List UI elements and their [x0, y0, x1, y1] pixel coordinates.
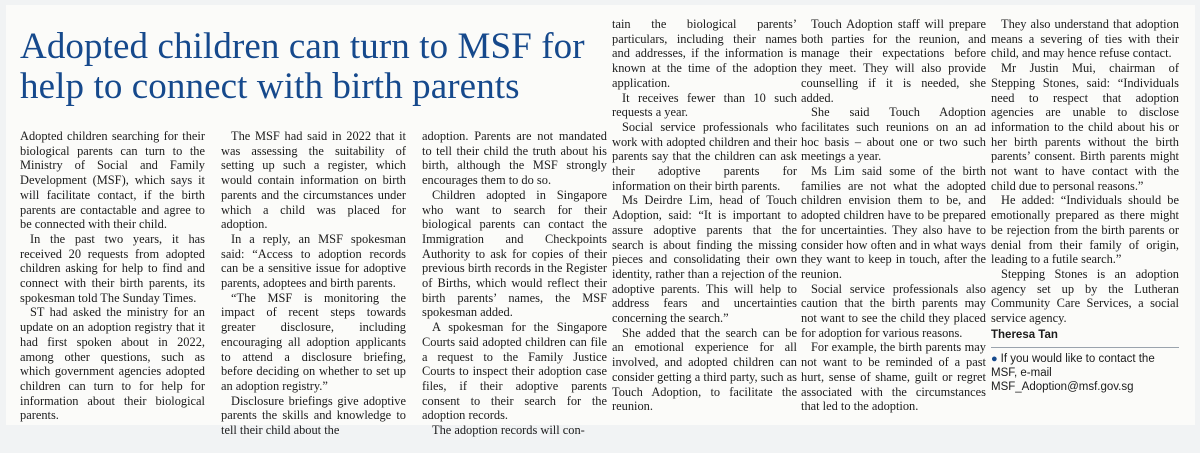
paragraph: Mr Justin Mui, chairman of Stepping Stones, said: “Individuals need to respect that adoption agencies are unable to disclose information to the child about his or her birth parents without the birth parents’ consent. Birth parents might not want to have contact with the child due to personal reasons.” — [991, 61, 1179, 193]
paragraph: It receives fewer than 10 such requests a year. — [612, 90, 797, 120]
contact-note — [991, 352, 1179, 394]
article-column-6 — [991, 17, 1179, 394]
contact-note-text: If you would like to contact the MSF, e-mail MSF_Adoption@msf.gov.sg — [991, 353, 1155, 394]
paragraph: In a reply, an MSF spokesman said: “Access to adoption records can be a sensitive issue for adoptive parents, adoptees and birth parents. — [221, 231, 406, 291]
byline: Theresa Tan — [991, 328, 1058, 341]
paragraph: They also understand that adoption means a severing of ties with their child, and may hence refuse contact. — [991, 17, 1179, 61]
paragraph: She added that the search can be an emotional experience for all involved, and adopted children can consider getting a third party, such as Touch Adoption, to facilitate the reunion. — [612, 325, 797, 414]
paragraph: tain the biological parents’ particulars, including their names and addresses, if the information is known at the time of the adoption application. — [612, 17, 797, 90]
paragraph: Social service professionals also caution that the birth parents may not want to see the child they placed for adoption for various reasons. — [801, 281, 986, 340]
paragraph: “The MSF is monitoring the impact of recent steps towards greater disclosure, including encouraging all adoption applicants to attend a disclosure briefing, before deciding on whether to set up an adoption registry.” — [221, 290, 406, 393]
paragraph: Adopted children searching for their biological parents can turn to the Ministry of Social and Family Development (MSF), which says it will facilitate contact, if the birth parents are contactable and agree to be connected with their child. — [20, 129, 205, 232]
article-column-1 — [20, 129, 205, 423]
paragraph: The adoption records will con- — [432, 423, 585, 438]
paragraph: Children adopted in Singapore who want to search for their biological parents can contact the Immigration and Checkpoints Authority to ask for copies of their previous birth records in the Register of Births, which would reflect their birth parents’ names, the MSF spokesman added. — [422, 187, 607, 320]
paragraph: She said Touch Adoption facilitates such reunions on an ad hoc basis – about one or two such meetings a year. — [801, 105, 986, 164]
article-column-2 — [221, 129, 406, 438]
paragraph: A spokesman for the Singapore Courts said adopted children can file a request to the Family Justice Courts to inspect their adoption case files, if their adoptive parents consent to their search for the adoption records. — [422, 320, 607, 423]
paragraph: For example, the birth parents may not want to be reminded of a past hurt, sense of shame, guilt or regret associated with the circumstances that led to the adoption. — [801, 340, 986, 414]
paragraph: adoption. Parents are not mandated to tell their child the truth about his birth, although the MSF strongly encourages them to do so. — [422, 129, 607, 188]
divider — [991, 347, 1179, 348]
paragraph: Social service professionals who work with adopted children and their parents say that the children can ask their adoptive parents for information on their birth parents. — [612, 119, 797, 193]
paragraph: He added: “Individuals should be emotionally prepared as there might be rejection from the birth parents or denial from their family of origin, leading to a futile search.” — [991, 193, 1179, 267]
paragraph: Ms Deirdre Lim, head of Touch Adoption, said: “It is important to assure adoptive parents that the search is about finding the missing pieces and consolidating their own identity, rather than a rejection of the adoptive parents. This will help to address fears and uncertainties concerning the search.” — [612, 193, 797, 326]
paragraph: Disclosure briefings give adoptive parents the skills and knowledge to tell their child about the — [221, 393, 406, 438]
paragraph: Ms Lim said some of the birth families are not what the adopted children envision them to be, and adopted children have to be prepared for uncertainties. They also have to consider how often and in what ways they want to keep in touch, after the reunion. — [801, 164, 986, 281]
article-column-3 — [422, 129, 607, 438]
paragraph: ST had asked the ministry for an update on an adoption registry that it had first spoken about in 2022, among other questions, such as which government agencies adopted children can turn to for help for information about their biological parents. — [20, 305, 205, 423]
article-column-4 — [612, 17, 797, 414]
bullet-icon: ● — [991, 353, 998, 366]
paragraph: The MSF had said in 2022 that it was assessing the suitability of setting up such a register, which would contain information on birth parents and the circumstances under which a child was placed for adoption. — [221, 129, 406, 232]
paragraph: Touch Adoption staff will prepare both parties for the reunion, and manage their expectations before they meet. They will also provide counselling if it is needed, she added. — [801, 17, 986, 105]
paragraph: In the past two years, it has received 20 requests from adopted children asking for help to find and connect with their birth parents, its spokesman told The Sunday Times. — [20, 231, 205, 305]
paragraph: Stepping Stones is an adoption agency set up by the Lutheran Community Care Services, a social service agency. — [991, 266, 1179, 326]
article-column-5 — [801, 17, 986, 414]
headline: Adopted children can turn to MSF for help to connect with birth parents — [20, 26, 585, 107]
newspaper-clipping — [6, 5, 1195, 438]
